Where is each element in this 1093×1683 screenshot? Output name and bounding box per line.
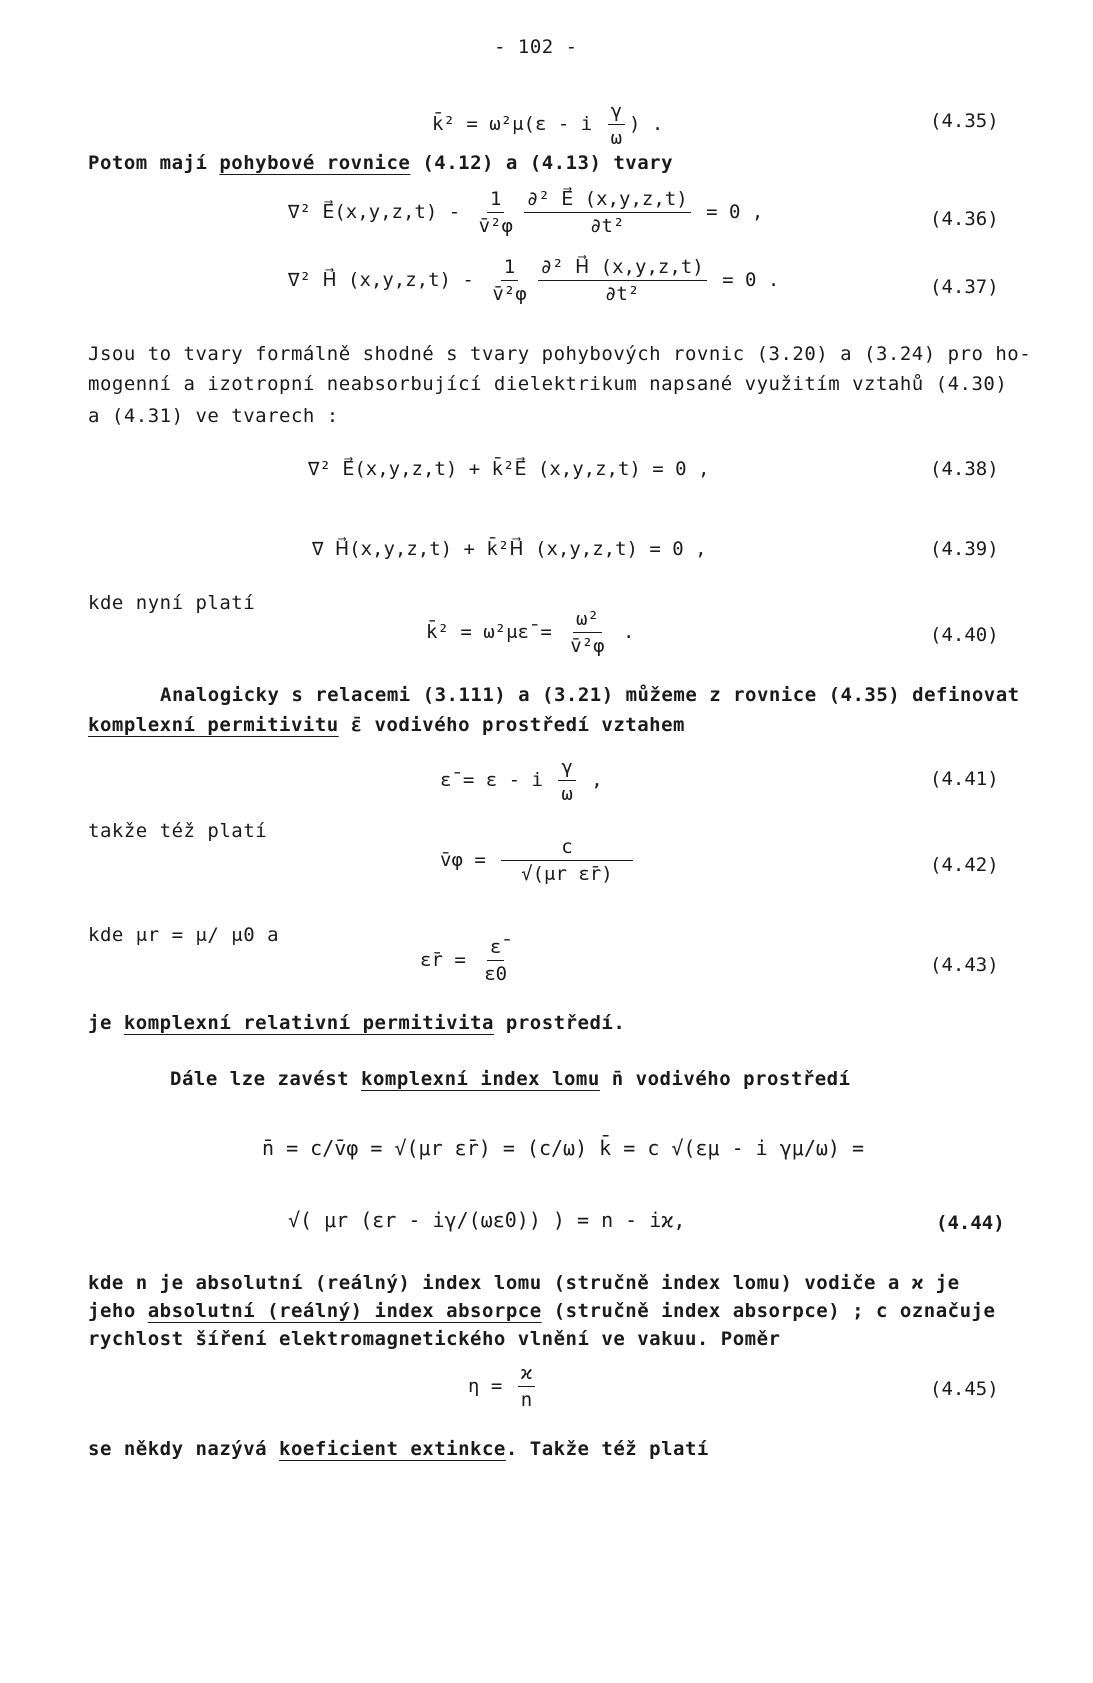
- text-line: komplexní permitivitu ε̄ vodivého prostředí vztahem: [88, 714, 685, 736]
- equation-4-38: ∇² E⃗(x,y,z,t) + k̄²E⃗ (x,y,z,t) = 0 ,: [308, 458, 710, 480]
- equation-4-40: k̄² = ω²με̄ = $\frac{\text{ω²}}{\text{v̄²φ}}$ .: [426, 608, 635, 657]
- equation-4-43: ε̄r = $\frac{\varepsilon̄}{\varepsilon 0}$: [420, 936, 508, 985]
- page-number: - 102 -: [494, 36, 578, 58]
- equation-4-44-line-2: √( μr (εr - iγ/(ωε0)) ) = n - iϰ,: [288, 1208, 686, 1232]
- equation-label: (4.38): [930, 458, 999, 480]
- text-line: kde nyní platí: [88, 592, 256, 614]
- equation-label: (4.43): [930, 954, 999, 976]
- text-line: jeho absolutní (reálný) index absorpce (stručně index absorpce) ; c označuje: [88, 1300, 996, 1322]
- equation-label: (4.37): [930, 276, 999, 298]
- text-line: mogenní a izotropní neabsorbující dielektrikum napsané využitím vztahů (4.30): [88, 373, 1008, 395]
- equation-4-39: ∇ H⃗(x,y,z,t) + k̄²H⃗ (x,y,z,t) = 0 ,: [312, 538, 707, 560]
- equation-4-35: k̄² = ω²μ(ε - i $\frac{\gamma}{\omega}$ ) .: [432, 100, 664, 149]
- text-line: Jsou to tvary formálně shodné s tvary pohybových rovnic (3.20) a (3.24) pro ho-: [88, 343, 1032, 365]
- text-line: Analogicky s relacemi (3.111) a (3.21) můžeme z rovnice (4.35) definovat: [160, 684, 1020, 706]
- equation-label: (4.42): [930, 854, 999, 876]
- equation-label: (4.36): [930, 208, 999, 230]
- text-line: rychlost šíření elektromagnetického vlnění ve vakuu. Poměr: [88, 1328, 781, 1350]
- equation-label: (4.40): [930, 624, 999, 646]
- equation-label: (4.45): [930, 1378, 999, 1400]
- equation-label: (4.41): [930, 768, 999, 790]
- text-line: kde μr = μ/ μ0 a: [88, 924, 280, 946]
- text-line: takže též platí: [88, 820, 268, 842]
- equation-4-44-line-1: n̄ = c/v̄φ = √(μr ε̄r) = (c/ω) k̄ = c √(εμ - i γμ/ω) =: [262, 1136, 865, 1160]
- equation-4-42: v̄φ = $\frac{c}{\text{√(μr ε̄r)}}$: [440, 836, 637, 885]
- equation-label: (4.44): [936, 1212, 1005, 1234]
- text-line: Potom mají pohybové rovnice (4.12) a (4.13) tvary: [88, 152, 674, 174]
- equation-label: (4.35): [930, 110, 999, 132]
- text-line: Dále lze zavést komplexní index lomu n̄ vodivého prostředí: [170, 1068, 851, 1090]
- equation-4-45: η = $\frac{ϰ}{n}$: [468, 1362, 539, 1411]
- equation-4-41: ε̄ = ε - i $\frac{\gamma}{\omega}$ ,: [440, 756, 603, 805]
- text-line: kde n je absolutní (reálný) index lomu (stručně index lomu) vodiče a ϰ je: [88, 1272, 960, 1294]
- equation-4-37: ∇² H⃗ (x,y,z,t) - $\frac{1}{\text{v̄²φ}}$ $\frac{\text{∂² H⃗ (x,y,z,t)}}{\text{∂t²}}$ = 0 .: [288, 256, 780, 305]
- equation-4-36: ∇² E⃗(x,y,z,t) - $\frac{1}{\text{v̄²φ}}$ $\frac{\text{∂² E⃗ (x,y,z,t)}}{\text{∂t²}}$ = 0 ,: [288, 188, 764, 237]
- text-line: se někdy nazývá koeficient extinkce. Takže též platí: [88, 1438, 709, 1460]
- equation-label: (4.39): [930, 538, 999, 560]
- text-line: a (4.31) ve tvarech :: [88, 405, 339, 427]
- text-line: je komplexní relativní permitivita prostředí.: [88, 1012, 626, 1034]
